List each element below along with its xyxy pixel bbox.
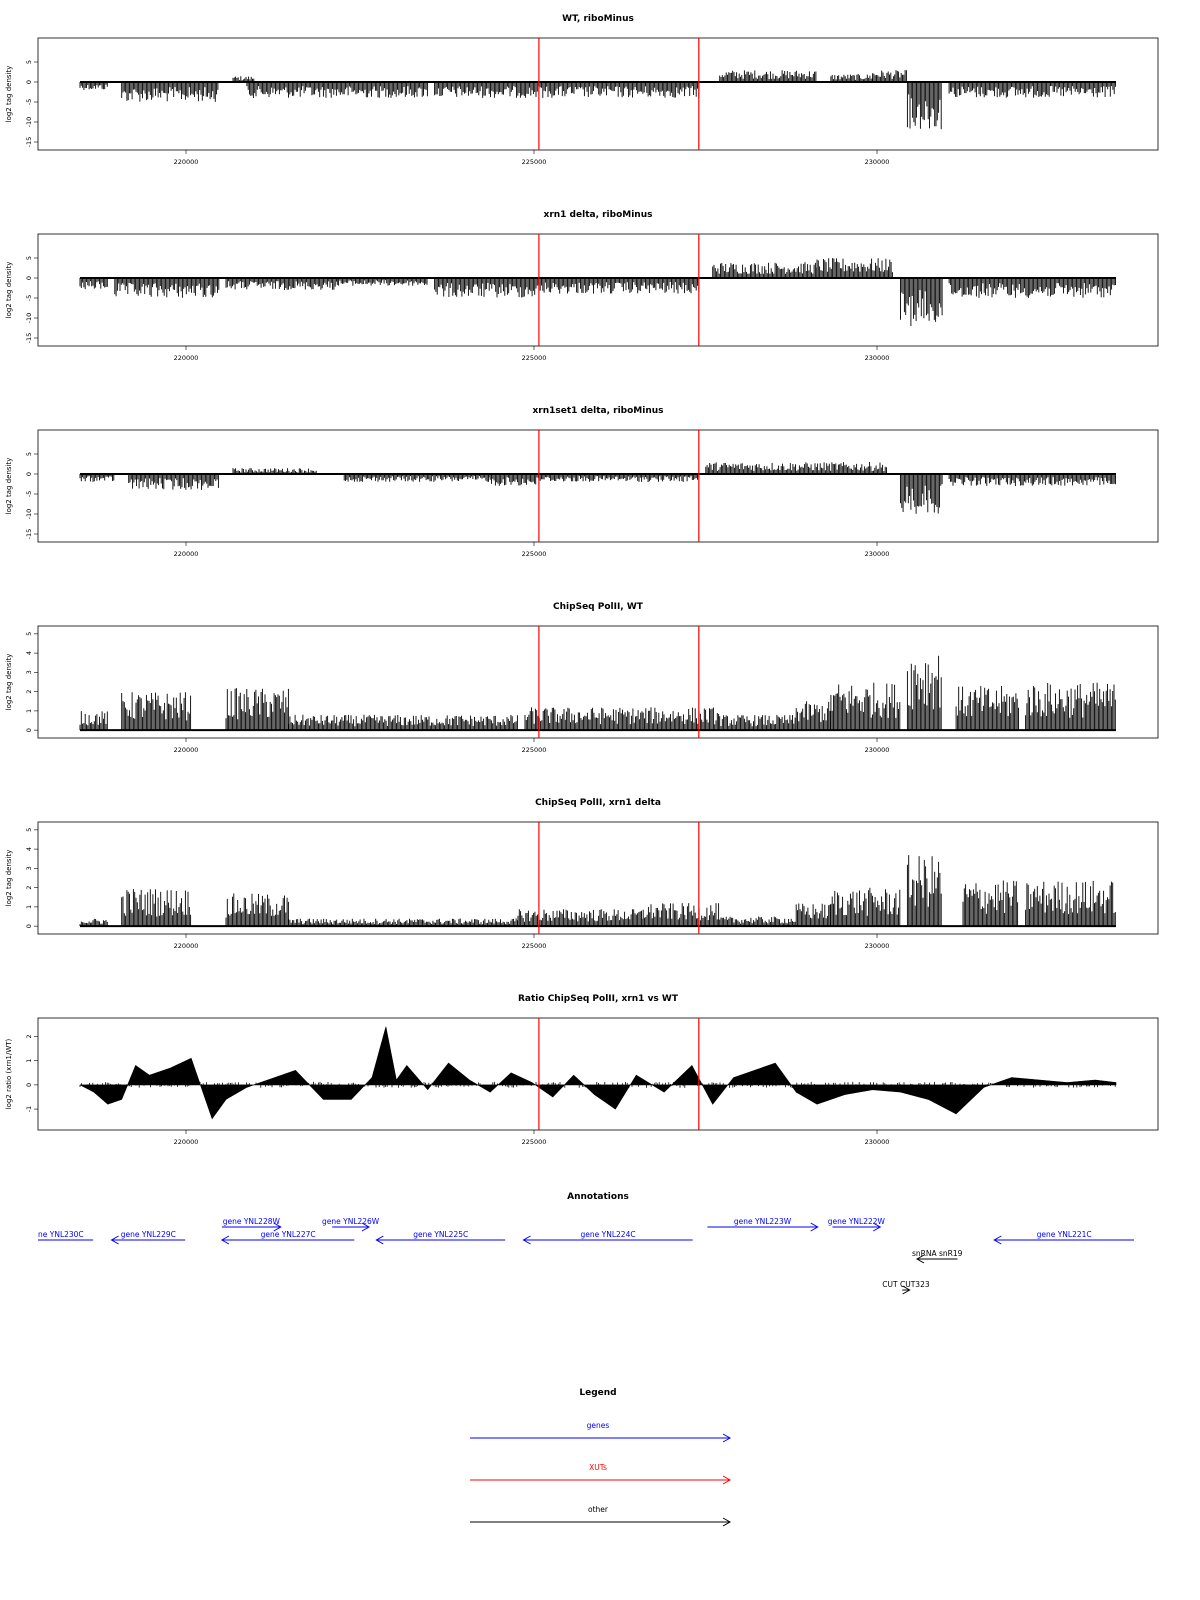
signal-bar-group [247, 82, 322, 98]
signal-segment [226, 688, 288, 730]
signal-segment [720, 917, 795, 927]
signal-segment [713, 262, 817, 278]
x-tick-label: 225000 [521, 942, 547, 950]
signal-bar-group [289, 715, 518, 730]
y-tick-label: 0 [25, 471, 33, 477]
x-tick-label: 225000 [521, 550, 547, 558]
signal-bar-group [80, 711, 107, 730]
signal-bar-group [539, 278, 699, 294]
legend-entry [470, 1505, 730, 1526]
panel-title: xrn1set1 delta, riboMinus [532, 406, 664, 416]
y-tick-label: 3 [25, 670, 33, 675]
feature-label: gene YNL225C [413, 1230, 469, 1239]
signal-bar-group [907, 656, 941, 730]
signal-bar-group [643, 707, 718, 730]
signal-segment [1026, 683, 1116, 730]
signal-bar-group [80, 82, 107, 90]
signal-bar-group [817, 258, 892, 278]
y-tick-label: 0 [25, 275, 33, 281]
track-panel [5, 602, 1158, 754]
y-axis-label: log2 tag density [5, 457, 13, 515]
y-tick-label: -5 [25, 490, 33, 498]
signal-bar-group [226, 688, 288, 730]
signal-segment [435, 82, 539, 98]
annotation-feature [994, 1230, 1134, 1244]
signal-segment [873, 70, 907, 82]
signal-bar-group [122, 889, 191, 926]
signal-bar-group [901, 278, 943, 326]
y-tick-label: 5 [25, 255, 33, 261]
annotation-feature [707, 1217, 817, 1231]
annotation-feature [38, 1230, 93, 1240]
signal-segment [907, 656, 941, 730]
feature-label: gene YNL222W [827, 1217, 885, 1226]
track-panel [5, 14, 1158, 166]
y-axis-label: log2 tag density [5, 849, 13, 907]
signal-segment [226, 894, 288, 927]
panel-title: WT, riboMinus [562, 14, 634, 24]
ratio-area [80, 1027, 1116, 1119]
y-axis-label: log2 tag density [5, 261, 13, 319]
y-tick-label: 2 [25, 689, 33, 694]
signal-bar-group [289, 919, 518, 927]
signal-bar-group [956, 686, 1018, 730]
y-tick-label: 1 [25, 904, 33, 909]
feature-label: gene YNL229C [120, 1230, 176, 1239]
signal-bars [80, 70, 1116, 129]
signal-segment [643, 903, 718, 926]
y-tick-label: -5 [25, 294, 33, 302]
annotation-feature [322, 1217, 380, 1231]
feature-label: CUT CUT323 [882, 1280, 930, 1289]
y-tick-label: -1 [25, 1105, 33, 1113]
signal-bar-group [831, 888, 900, 926]
annotation-feature [222, 1217, 281, 1231]
annotations-title: Annotations [567, 1192, 629, 1202]
x-tick-label: 225000 [521, 1138, 547, 1146]
signal-segment [518, 909, 643, 926]
legend-label: genes [586, 1421, 610, 1430]
x-tick-label: 230000 [864, 354, 890, 362]
signal-bar-group [323, 82, 427, 98]
track-panel [5, 994, 1158, 1146]
signal-bar-group [720, 70, 816, 82]
y-tick-label: 0 [25, 924, 33, 929]
signal-bar-group [80, 919, 107, 926]
signal-segment [129, 474, 219, 490]
y-tick-label: 5 [25, 631, 33, 636]
signal-bar-group [907, 82, 941, 129]
x-tick-label: 220000 [173, 1138, 199, 1146]
signal-bar-group [706, 462, 887, 474]
x-tick-label: 230000 [864, 1138, 890, 1146]
y-tick-label: -15 [25, 136, 33, 148]
signal-bar-group [435, 82, 539, 98]
signal-bar-group [539, 82, 699, 98]
signal-bar-group [435, 278, 539, 298]
panel-title: Ratio ChipSeq PolII, xrn1 vs WT [518, 994, 678, 1004]
annotations-track [38, 1192, 1134, 1294]
signal-bars [80, 258, 1116, 326]
signal-segment [226, 278, 337, 290]
y-tick-label: -15 [25, 332, 33, 344]
feature-label: gene YNL226W [322, 1217, 380, 1226]
signal-segment [122, 889, 191, 926]
signal-bar-group [122, 82, 218, 102]
legend-label: XUTs [589, 1463, 607, 1472]
legend-title: Legend [579, 1388, 617, 1398]
signal-bar-group [713, 262, 817, 278]
y-tick-label: 0 [25, 728, 33, 733]
signal-segment [796, 701, 830, 730]
signal-segment [490, 474, 538, 486]
signal-segment [539, 474, 699, 482]
x-tick-label: 220000 [173, 354, 199, 362]
signal-segment [907, 855, 941, 926]
signal-bar-group [525, 707, 642, 730]
signal-segment [831, 888, 900, 926]
signal-segment [956, 686, 1018, 730]
y-tick-label: -5 [25, 98, 33, 106]
panel-title: ChipSeq PolII, WT [553, 602, 643, 612]
signal-bar-group [80, 278, 107, 289]
signal-bar-group [643, 903, 718, 926]
y-tick-label: 0 [25, 79, 33, 85]
signal-bar-group [963, 881, 1018, 927]
signal-bar-group [226, 894, 288, 927]
annotation-feature [828, 1217, 886, 1231]
signal-segment [80, 82, 107, 90]
signal-bar-group [129, 474, 219, 490]
signal-segment [122, 692, 191, 730]
y-axis-label: log2 tag density [5, 653, 13, 711]
signal-bar-group [490, 474, 538, 486]
y-tick-label: -10 [25, 312, 33, 324]
y-tick-label: -10 [25, 508, 33, 520]
signal-segment [949, 82, 1115, 98]
y-tick-label: -15 [25, 528, 33, 540]
signal-segment [289, 715, 518, 730]
x-tick-label: 230000 [864, 746, 890, 754]
signal-segment [901, 278, 943, 326]
y-tick-label: 5 [25, 827, 33, 832]
signal-segment [539, 278, 699, 294]
signal-segment [720, 70, 816, 82]
annotation-feature [882, 1280, 930, 1294]
x-tick-label: 225000 [521, 354, 547, 362]
signal-bar-group [949, 82, 1115, 98]
x-tick-label: 220000 [173, 550, 199, 558]
legend-entry [470, 1463, 730, 1484]
panel-title: xrn1 delta, riboMinus [543, 210, 653, 220]
signal-bar-group [80, 474, 114, 482]
signal-bar-group [539, 474, 699, 482]
signal-bar-group [720, 715, 795, 730]
y-tick-label: 5 [25, 451, 33, 457]
signal-bar-group [1026, 881, 1116, 926]
y-tick-label: 1 [25, 708, 33, 713]
track-panel [5, 798, 1158, 950]
signal-bar-group [337, 278, 427, 286]
x-tick-label: 230000 [864, 942, 890, 950]
x-tick-label: 220000 [173, 158, 199, 166]
signal-bar-group [907, 855, 941, 926]
signal-segment [323, 82, 427, 98]
signal-bars [80, 855, 1115, 926]
signal-bar-group [518, 909, 643, 926]
legend [470, 1388, 730, 1526]
y-tick-label: 3 [25, 866, 33, 871]
y-tick-label: 2 [25, 885, 33, 890]
legend-entry [470, 1421, 730, 1442]
panel-title: ChipSeq PolII, xrn1 delta [535, 798, 661, 808]
feature-label: snRNA snR19 [912, 1249, 963, 1258]
signal-bar-group [901, 474, 943, 514]
annotation-feature [523, 1230, 692, 1244]
signal-segment [831, 683, 900, 730]
signal-segment [80, 474, 114, 482]
signal-segment [122, 82, 218, 102]
signal-segment [80, 711, 107, 730]
y-tick-label: -10 [25, 116, 33, 128]
signal-bar-group [873, 70, 907, 82]
signal-segment [963, 881, 1018, 927]
signal-segment [706, 462, 887, 474]
signal-segment [643, 707, 718, 730]
signal-bar-group [1026, 683, 1116, 730]
plot-frame [38, 1018, 1158, 1130]
signal-segment [796, 904, 830, 927]
legend-label: other [588, 1505, 608, 1514]
signal-bars [80, 462, 1116, 514]
annotation-feature [112, 1230, 186, 1244]
signal-segment [435, 278, 539, 298]
signal-segment [80, 919, 107, 926]
y-tick-label: 4 [25, 847, 33, 852]
signal-segment [539, 82, 699, 98]
signal-segment [720, 715, 795, 730]
signal-segment [337, 278, 427, 286]
signal-segment [817, 258, 892, 278]
y-tick-label: 4 [25, 651, 33, 656]
feature-label: gene YNL228W [222, 1217, 280, 1226]
x-tick-label: 225000 [521, 746, 547, 754]
feature-label: gene YNL221C [1036, 1230, 1092, 1239]
signal-bar-group [831, 683, 900, 730]
signal-segment [115, 278, 219, 298]
signal-bar-group [831, 74, 873, 82]
y-tick-label: 0 [25, 1082, 33, 1087]
signal-segment [344, 474, 490, 482]
track-panels [5, 14, 1158, 1146]
annotation-feature [912, 1249, 963, 1263]
signal-bar-group [949, 278, 1115, 298]
signal-segment [907, 82, 941, 129]
signal-bar-group [226, 278, 337, 290]
signal-segment [949, 474, 1115, 486]
signal-bar-group [796, 904, 830, 927]
x-tick-label: 230000 [864, 158, 890, 166]
plot-frame [38, 430, 1158, 542]
signal-segment [831, 74, 873, 82]
signal-segment [525, 707, 642, 730]
signal-bar-group [796, 701, 830, 730]
signal-segment [1026, 881, 1116, 926]
y-tick-label: 1 [25, 1058, 33, 1063]
signal-segment [289, 919, 518, 927]
track-panel [5, 406, 1158, 558]
signal-segment [901, 474, 943, 514]
feature-label: ne YNL230C [38, 1230, 84, 1239]
y-tick-label: 5 [25, 59, 33, 65]
signal-segment [80, 278, 107, 289]
y-axis-label: log2 tag density [5, 65, 13, 123]
feature-label: gene YNL224C [580, 1230, 636, 1239]
x-tick-label: 220000 [173, 942, 199, 950]
y-axis-label: log2 ratio (xrn1/WT) [5, 1038, 13, 1110]
signal-bar-group [115, 278, 219, 298]
signal-segment [247, 82, 322, 98]
signal-bar-group [720, 917, 795, 927]
feature-label: gene YNL223W [733, 1217, 792, 1226]
x-tick-label: 225000 [521, 158, 547, 166]
signal-bar-group [122, 692, 191, 730]
signal-bar-group [344, 474, 490, 482]
y-tick-label: 2 [25, 1034, 33, 1039]
signal-segment [949, 278, 1115, 298]
signal-bar-group [949, 474, 1115, 486]
x-tick-label: 220000 [173, 746, 199, 754]
annotation-feature [222, 1230, 354, 1244]
x-tick-label: 230000 [864, 550, 890, 558]
feature-label: gene YNL227C [260, 1230, 316, 1239]
annotation-feature [376, 1230, 505, 1244]
track-panel [5, 210, 1158, 362]
signal-bars [80, 656, 1115, 730]
